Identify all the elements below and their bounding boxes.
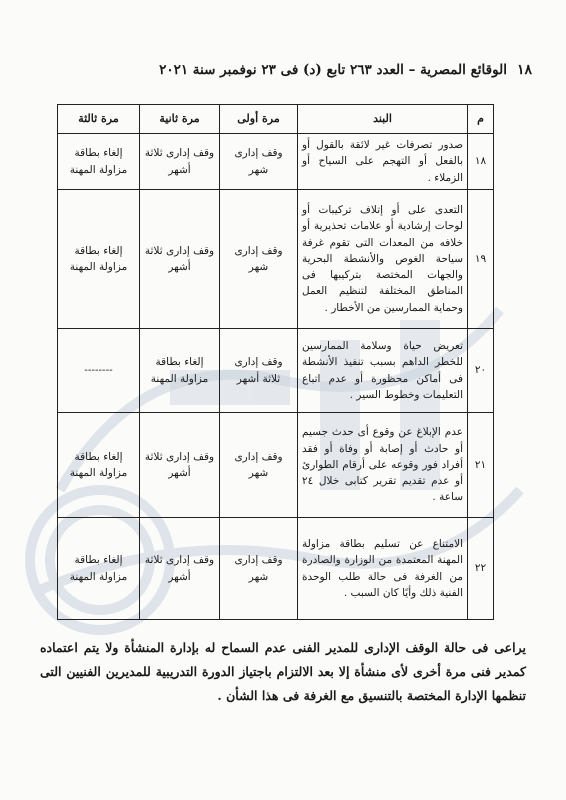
row-first-penalty: وقف إدارى شهر (220, 413, 298, 518)
row-second-penalty: وقف إدارى ثلاثة أشهر (140, 190, 220, 329)
row-third-penalty: إلغاء بطاقة مزاولة المهنة (58, 413, 140, 518)
row-first-penalty: وقف إدارى ثلاثة أشهر (220, 329, 298, 413)
table-row (58, 518, 494, 620)
row-second-penalty: إلغاء بطاقة مزاولة المهنة (140, 329, 220, 413)
row-item: عدم الإبلاغ عن وقوع أى حدث جسيم أو حادث أو إصابة أو وفاة أو فقد أفراد فور وقوعه على أرقام الطوارئ أو عدم تقديم تقرير كتابى خلال ٢٤ ساعة . (298, 413, 468, 518)
row-item: تعريض حياة وسلامة الممارسين للخطر الداهم بسبب تنفيذ الأنشطة فى أماكن محظورة أو عدم اتباع التعليمات وخطوط السير . (298, 329, 468, 413)
row-second-penalty: وقف إدارى ثلاثة أشهر (140, 518, 220, 620)
header-second: مرة ثانية (140, 105, 220, 134)
header-third: مرة ثالثة (58, 105, 140, 134)
page-header (34, 62, 532, 78)
table-row (58, 134, 494, 190)
row-third-penalty: إلغاء بطاقة مزاولة المهنة (58, 134, 140, 190)
row-second-penalty: وقف إدارى ثلاثة أشهر (140, 413, 220, 518)
row-first-penalty: وقف إدارى شهر (220, 190, 298, 329)
page-number: ١٨ (516, 62, 532, 78)
row-first-penalty: وقف إدارى شهر (220, 518, 298, 620)
row-third-penalty: إلغاء بطاقة مزاولة المهنة (58, 518, 140, 620)
row-number: ٢١ (468, 413, 494, 518)
row-first-penalty: وقف إدارى شهر (220, 134, 298, 190)
row-number: ١٩ (468, 190, 494, 329)
row-item: الامتناع عن تسليم بطاقة مزاولة المهنة المعتمدة من الوزارة والصادرة من الغرفة فى حالة طلب الوحدة الفنية ذلك وأيًا كان السبب . (298, 518, 468, 620)
footer-note: يراعى فى حالة الوقف الإدارى للمدير الفنى عدم السماح له بإدارة المنشأة ولا يتم اعتماده كمدير فنى مرة أخرى لأى منشأة إلا بعد الالتزام باجتياز الدورة التدريبية للمديرين الفنيين التى تنظمها الإدارة المختصة بالتنسيق مع الغرفة فى هذا الشأن . (40, 640, 526, 703)
header-item: البند (298, 105, 468, 134)
row-second-penalty: وقف إدارى ثلاثة أشهر (140, 134, 220, 190)
row-item: صدور تصرفات غير لائقة بالقول أو بالفعل أو التهجم على السياح أو الزملاء . (298, 134, 468, 190)
penalties-table (57, 104, 494, 620)
row-item: التعدى على أو إتلاف تركيبات أو لوحات إرشادية أو علامات تحذيرية أو خلافه من المعدات التى تقوم غرفة سياحة الغوص والأنشطة البحرية والجهات المختصة بتركيبها فى المناطق المختلفة لتنظيم العمل وحماية الممارسين من الأخطار . (298, 190, 468, 329)
row-third-penalty: إلغاء بطاقة مزاولة المهنة (58, 190, 140, 329)
header-num: م (468, 105, 494, 134)
header-first: مرة أولى (220, 105, 298, 134)
table-row (58, 413, 494, 518)
gazette-title: الوقائع المصرية – العدد ٢٦٣ تابع (د) فى ٢٣ نوفمبر سنة ٢٠٢١ (159, 62, 507, 78)
row-third-penalty: -------- (58, 329, 140, 413)
table-row (58, 190, 494, 329)
row-number: ٢٢ (468, 518, 494, 620)
table-header-row (58, 105, 494, 134)
table-row (58, 329, 494, 413)
row-number: ٢٠ (468, 329, 494, 413)
row-number: ١٨ (468, 134, 494, 190)
